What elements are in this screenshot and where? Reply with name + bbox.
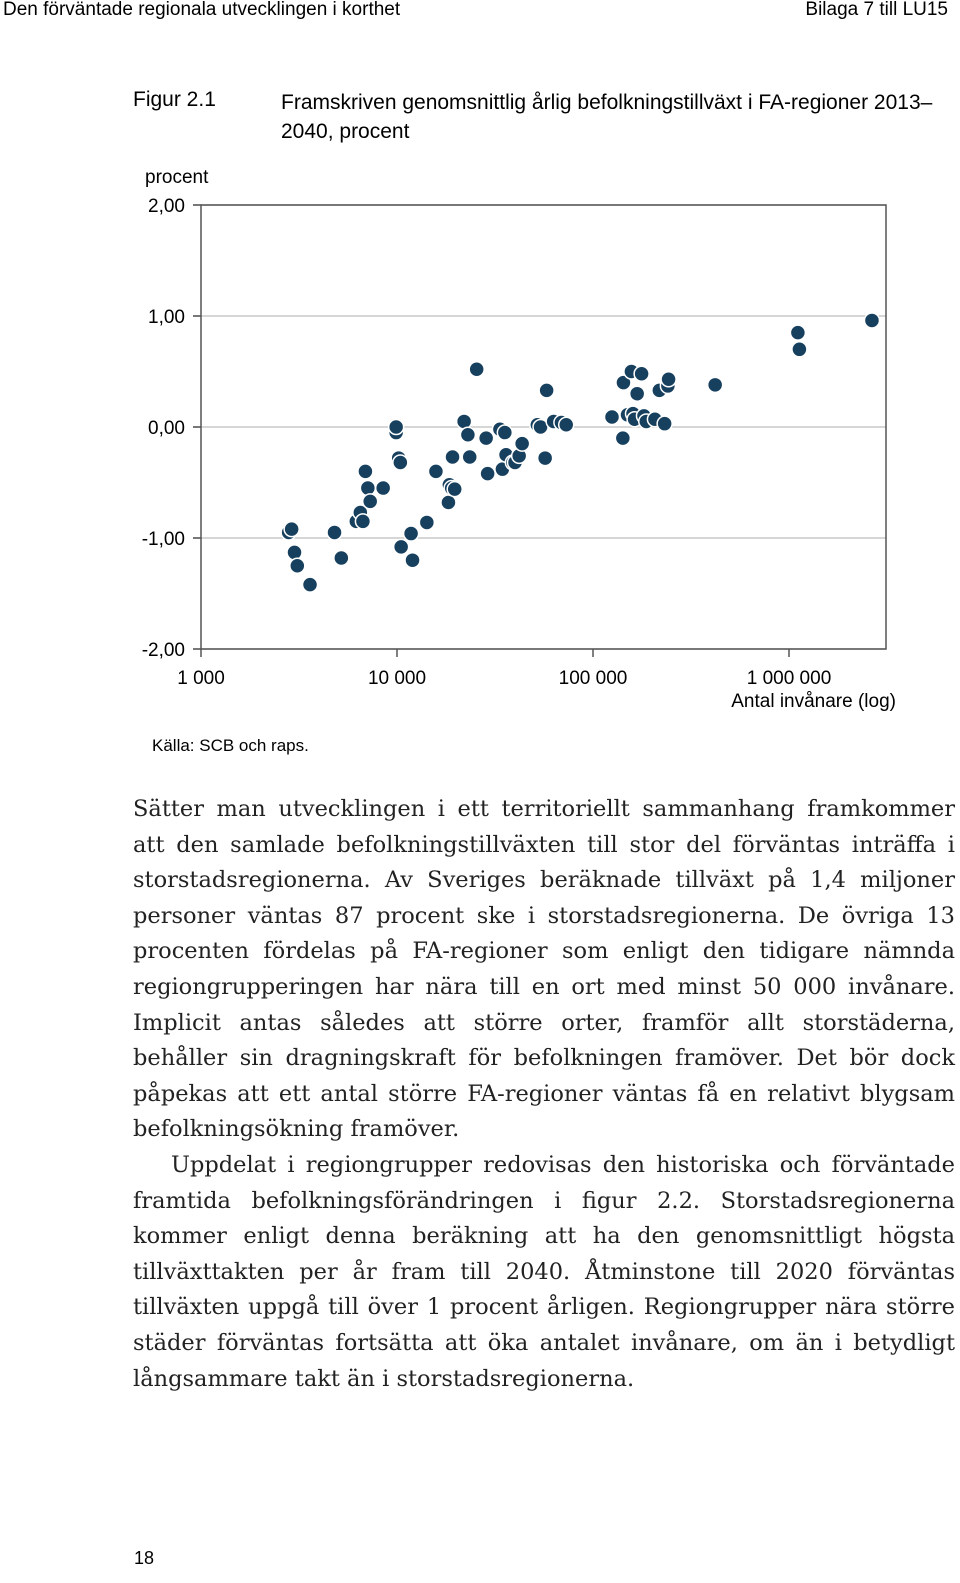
data-point (394, 539, 409, 554)
data-point (363, 494, 378, 509)
data-point (497, 425, 512, 440)
running-header-title: Den förväntade regionala utvecklingen i korthet (3, 0, 401, 20)
figure-source: Källa: SCB och raps. (152, 736, 309, 755)
running-header-appendix: Bilaga 7 till LU15 (805, 0, 948, 20)
data-point (469, 362, 484, 377)
data-point (479, 431, 494, 446)
data-point (376, 481, 391, 496)
x-tick-label: 1 000 000 (746, 668, 832, 689)
data-point (615, 431, 630, 446)
data-point (389, 420, 404, 435)
figure-number: Figur 2.1 (133, 88, 216, 111)
x-axis-label: Antal invånare (log) (731, 691, 896, 712)
figure-title: Framskriven genomsnittlig årlig befolkningstillväxt i FA-regioner 2013–2040, procent (281, 91, 933, 143)
data-point (287, 545, 302, 560)
data-point (630, 386, 645, 401)
page-number: 18 (134, 1548, 155, 1568)
y-tick-label: 0,00 (148, 418, 185, 439)
x-tick-label: 10 000 (367, 668, 427, 689)
data-point (393, 455, 408, 470)
paragraph-1: Sätter man utvecklingen i ett territoriellt sammanhang framkommer att den samlade befolkningstillväxten till stor del förväntas inträffa i storstadsregionerna. Av Sveriges beräknade tillväxt på 1,4 miljoner personer väntas 87 procent ske i storstadsregionerna. De övriga 13 procenten fördelas på FA-regioner som enligt den tidigare nämnda regiongrupperingen har nära till en ort med minst 50 000 invånare. Implicit antas således att större orter, framför allt storstäderna, behåller sin dragningskraft för befolkningen framöver. Det bör dock påpekas att ett antal större FA-regioner väntas få en relativt blygsam befolkningsökning framöver. (133, 796, 955, 1143)
data-point (604, 410, 619, 425)
data-point (661, 372, 676, 387)
data-point (480, 466, 495, 481)
data-point (358, 464, 373, 479)
data-point (334, 550, 349, 565)
data-point (290, 558, 305, 573)
data-point (428, 464, 443, 479)
data-point (404, 526, 419, 541)
data-point (303, 577, 318, 592)
data-point (460, 427, 475, 442)
data-point (327, 525, 342, 540)
data-point (355, 514, 370, 529)
data-point (405, 553, 420, 568)
data-point (419, 515, 434, 530)
data-point (445, 449, 460, 464)
data-point (515, 436, 530, 451)
data-point (539, 383, 554, 398)
data-point (634, 366, 649, 381)
y-tick-label: -1,00 (141, 529, 185, 550)
y-tick-label: 2,00 (148, 196, 185, 217)
data-point (708, 377, 723, 392)
data-point (360, 481, 375, 496)
data-point (790, 325, 805, 340)
data-point (792, 342, 807, 357)
y-tick-labels (142, 196, 185, 661)
y-tick-label: -2,00 (141, 640, 185, 661)
x-tick-label: 1 000 (177, 668, 225, 689)
y-tick-label: 1,00 (148, 307, 185, 328)
data-point (864, 313, 879, 328)
data-point (538, 451, 553, 466)
data-point (284, 522, 299, 537)
data-points (281, 313, 879, 592)
body-text (133, 792, 955, 1397)
data-point (447, 482, 462, 497)
paragraph-2: Uppdelat i regiongrupper redovisas den historiska och förväntade framtida befolkningsförändringen i figur 2.2. Storstadsregionerna kommer enligt denna beräkning att ha den genomsnittligt högsta tillväxttakten per år fram till 2040. Åtminstone till 2020 förväntas tillväxten uppgå till över 1 procent årligen. Regiongrupper nära större städer förväntas fortsätta att öka antalet invånare, om än i betydligt långsammare takt än i storstadsregionerna. (133, 1151, 955, 1392)
scatter-chart (0, 150, 960, 720)
data-point (559, 417, 574, 432)
data-point (462, 449, 477, 464)
x-tick-label: 100 000 (558, 668, 628, 689)
data-point (657, 416, 672, 431)
y-axis-label: procent (145, 167, 209, 188)
x-tick-labels (177, 668, 831, 689)
